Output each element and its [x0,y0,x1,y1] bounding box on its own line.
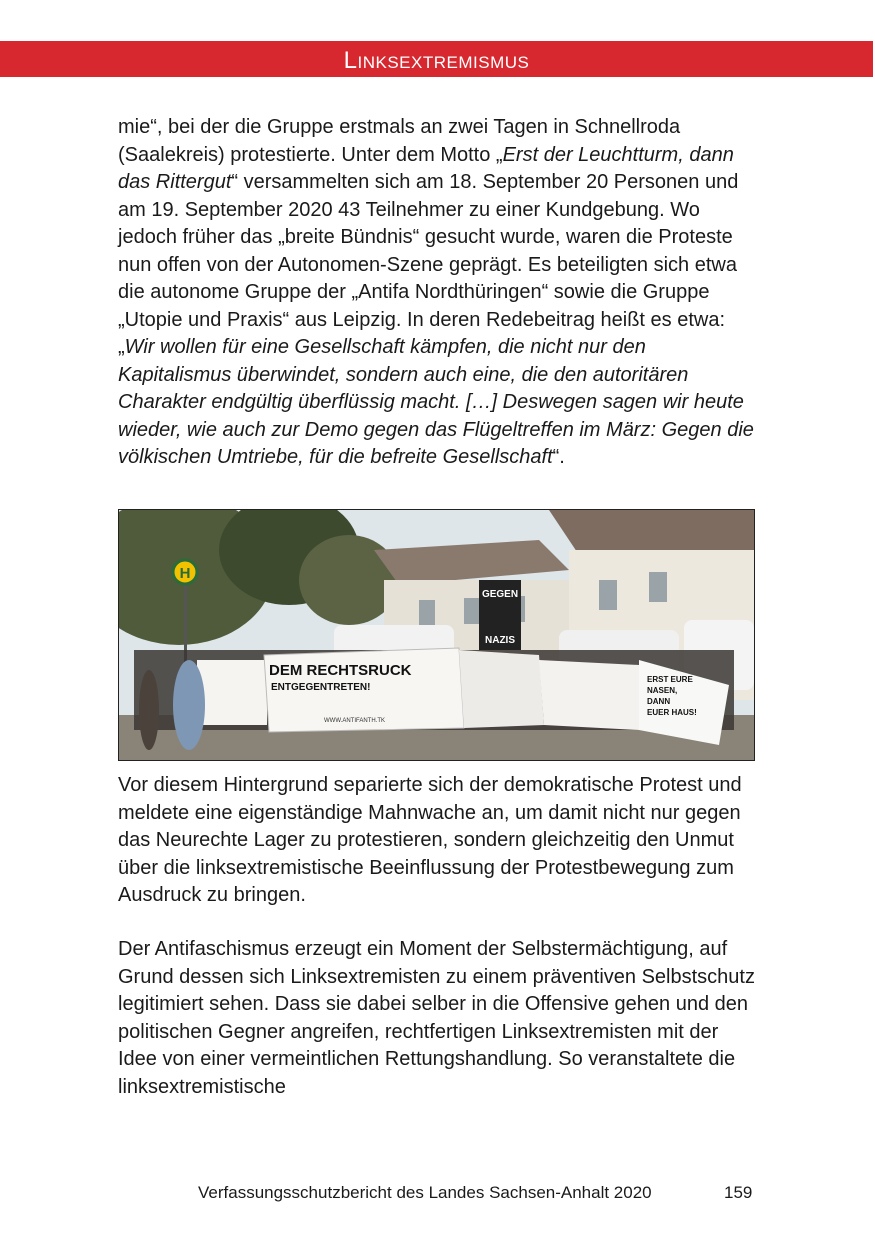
body-paragraph-1 [118,114,758,472]
p1-italic-quote: Wir wollen für eine Gesellschaft kämpfen, die nicht nur den Kapitalismus überwindet, sondern auch eine, die den autoritären Charakter endgültig überflüssig macht. […] Deswegen sagen wir heute wieder, wie auch zur Demo gegen das Flügeltreffen im März: Gegen die völkischen Umtriebe, für die befreite Gesellschaft [118,336,754,468]
photo-banner-center [459,650,544,728]
p1-text-3: “. [552,446,565,468]
body-paragraph-2: Vor diesem Hintergrund separierte sich der demokratische Protest und meldete eine eigenständige Mahnwache an, um damit nicht nur gegen das Neurechte Lager zu protestieren, sondern gleichzeitig den Unmut über die linksextremistische Beeinflussung der Protestbewegung zum Ausdruck zu bringen. [118,774,742,906]
photo-window [649,572,667,602]
photo-banner-right-mid [539,660,639,730]
photo-figure-left [139,670,159,750]
footer-publication-title: Verfassungsschutzbericht des Landes Sachsen-Anhalt 2020 [198,1183,652,1202]
photo-bus-stop-letter: H [179,565,191,582]
photo-banner-right-line-1: ERST EURE [647,675,693,684]
protest-photo [118,509,755,761]
photo-flag-line-2: NAZIS [485,635,515,646]
chapter-title: Linksextremismus [343,47,530,74]
photo-figure-blue [173,660,205,750]
body-paragraph-3: Der Antifaschismus erzeugt ein Moment der Selbstermächtigung, auf Grund dessen sich Linksextremisten zu einem präventiven Selbstschutz legitimiert sehen. Dass sie dabei selber in die Offensive gehen und den politischen Gegner angreifen, rechtfertigen Linksextremisten mit der Idee von einer vermeintlichen Rettungshandlung. So veranstaltete die linksextremistische [118,938,755,1098]
photo-banner-right-line-4: EUER HAUS! [647,708,697,717]
p1-text-2: “ versammelten sich am 18. September 20 Personen und am 19. September 2020 43 Teilnehmer zu einer Kundgebung. Wo jedoch früher das „breite Bündnis“ gesucht wurde, waren die Proteste nun offen von der Autonomen-Szene geprägt. Es beteiligten sich etwa die autonome Gruppe der „Antifa Nordthüringen“ sowie die Gruppe „Utopie und Praxis“ aus Leipzig. In deren Redebeitrag heißt es etwa: „ [118,171,739,358]
photo-banner-main-line-1: DEM RECHTSRUCK [269,662,412,679]
photo-window [464,598,480,624]
photo-window [419,600,435,626]
p1-text-1: mie“, bei der die Gruppe erstmals an zwei Tagen in Schnellroda (Saalekreis) protestierte. Unter dem Motto „ [118,116,681,166]
photo-flag-line-1: GEGEN [481,589,519,600]
photo-window [599,580,617,610]
photo-banner-url: WWW.ANTIFANTH.TK [324,718,385,724]
photo-banner-main-line-2: ENTGEGENTRETEN! [271,682,371,693]
photo-banner-right-line-2: NASEN, [647,686,678,695]
page-number: 159 [724,1183,753,1202]
chapter-header-bar [0,41,873,77]
protest-photo-illustration [119,510,754,760]
p1-italic-motto: Erst der Leuchtturm, dann das Rittergut [118,143,734,193]
photo-banner-right-line-3: DANN [647,697,671,706]
photo-banner-left [197,660,267,725]
